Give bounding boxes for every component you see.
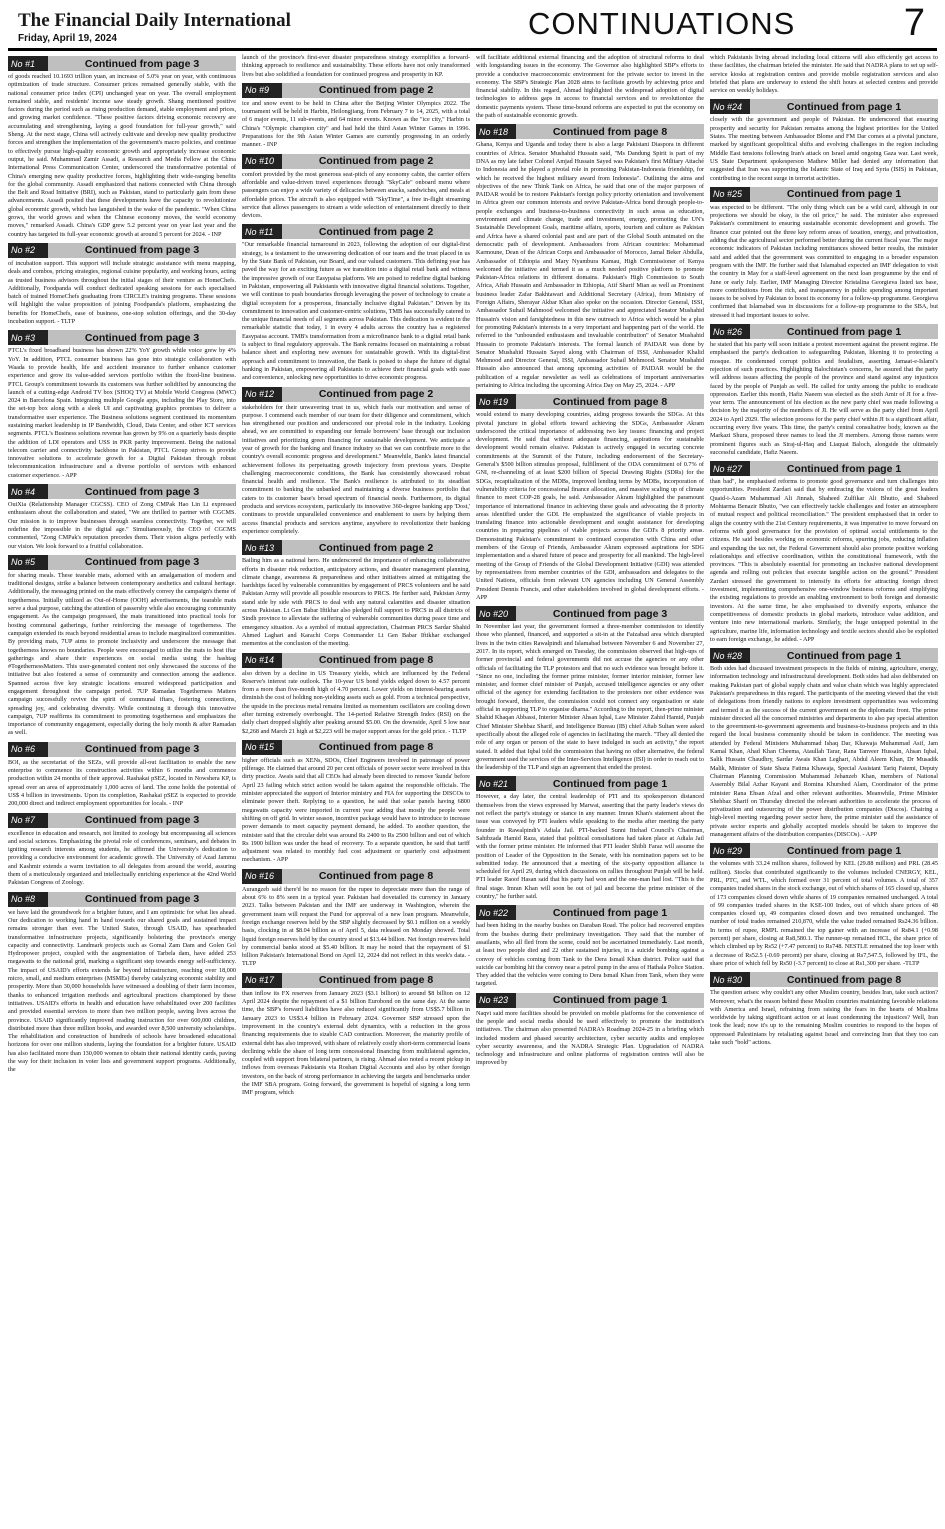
story-number-badge: No #2	[8, 243, 48, 258]
story	[476, 905, 704, 988]
story-number-badge: No #12	[242, 387, 282, 402]
continued-from-label: Continued from page 1	[750, 648, 938, 663]
story-header	[242, 973, 470, 988]
story-body: However, a day later, the central leadership of PTI and its spokesperson distanced themselves from the views expressed by Marwat, asserting that the party leader's views do not reflect the party's strategy or stance in any manner. Imran Khan's statement about the issue was conveyed by PTI leaders while speaking to the media after meeting the party founder in Rawalpindi's Adiala Jail. PTI-backed Sunni Ittehad Council's Chairman, Sahibzada Hamid Raza, stated that political consultations had taken place at Adiala Jail with the former prime minister. He informed that PTI leader Shibli Faraz will assume the position of Leader of the Opposition in the Senate, with his nomination papers set to be submitted today. He announced that a meeting of the six-party opposition alliance is scheduled for April 29, during which discussions on rallies throughout Punjab will be held. PTI leader Raoof Hasan said that his party had won and the one-man had lost. "This is the final stage. Imran Khan will soon be out of jail and become the prime minister of the country," he further said.	[476, 793, 704, 901]
story	[242, 653, 470, 736]
story-body: will facilitate additional external financing and the adoption of structural reforms to deal with longstanding issues in the economy. The Governor also highlighted SBP's efforts to provide a conducive macroeconomic environment for the private sector to invest in the economy. The SBP's Strategic Plan 2028 aims to facilitate growth by achieving price and financial stability. In this regard, Ahmad highlighted the widespread adoption of digital technologies to address gaps in access to financial services and to revolutionize the domestic payments system. These time-bound reforms are expected to put the economy on the path of sustainable economic growth.	[476, 54, 704, 120]
story-number-badge: No #23	[476, 993, 516, 1008]
story-body: Ghana, Kenya and Uganda and today there is also a large Pakistani Diaspora in different countries of Africa. Senator Mushahid Hussain said, "Ms Dandung Spirit is part of my DNA as my late father Colonel Amjad Hussain Sayed was Pakistan's first Military Attaché to Indonesia and he played a pivotal role in promoting Pakistan-Indonesia friendship, for which he received the highest military award from Indonesia". Outlining the aims and objectives of the new Think Tank on Africa, he said that one of the major purposes of PAIDAR would be to restore Pakistan's foreign policy priority orientation and involvement in Africa given our common interests and revive Pakistan-Africa bond through people-to-people exchanges and business-to-business connectivity in such areas as education, environment and climate change, trade and investment, energy, promoting the UN's Sustainable Development Goals, maritime affairs, sports, tourism and culture as Pakistan and Africa have a shared colonial past and are part of the Global South animated on the democratic path of development. Ambassadors from African countries: Mohammad Karmoune, Dean of the African Corps and Ambassador of Morocco, Jamal Beker Abdulla, Ambassador of Ethiopia and Mary Nyambura Kamau, High Commissioner of Kenya welcomed the initiative and termed it as a much needed positive platform to promote Pakistan-Africa relations in different domains. Pakistan's High Commission to South Africa, Aftab Hussain and Ambassador in Ethiopia, Atif Sharif Mian as well as Prominent business leader Zafar Bakhtawari and Additional Secretary (Africa), from Ministry of Foreign Affairs, Sherayar Akbar Khan also spoke on the occasion. Director General, ISSI, Ambassador Suhail Mahmood welcomed the initiative and appreciated Senator Mushahid Hussain's vision and farsightedness in this new outreach to Africa which would be a plus for promoting Pakistan's interests in a very important and happening part of the world. He referred to the "unbounded enthusiasm and invaluable contribution" of Senator Mushahid Hussain to promote Pakistan's interests. The formal launch of PAIDAR was done by Senator Mushahid Hussain Sayed along with Chairman of ISSI, Ambassador Khalid Mehmood and Director General, ISSI, Ambassador Suhail Mehmood. Senator Mushahid Hussain also announced that among upcoming activities of PAIDAR would be the publication of a regular newsletter as well as celebrations of important anniversaries pertaining to Africa including the upcoming Africa Day on May 25, 2024. - APP	[476, 141, 704, 389]
story-body: Both sides had discussed investment prospects in the fields of mining, agriculture, energy, information technology and infrastructural development. Both sides had also deliberated on making Pakistan part of global supply chain and value chain which was highly appreciated Pakistan's preparedness in this regard. The participants of the meeting viewed that the visit of delegations from friendly nations to explore investment opportunities was welcoming and termed it as the success of the current government on the diplomatic front. The prime minister directed all the concerned ministries and departments to also pay special attention to the government-to-government agreements and business-to-business projects and in this regard the local business community should be taken in confidence. The meeting was attended by Federal Ministers Muhammad Ishaq Dar, Khawaja Muhammad Asif, Jam Kamal Khan, Ahad Khan Cheema, Ataullah Tarar, Rana Tanveer Hussain, Ahsan Iqbal, Salik Hussain Chaudhry, Sardar Awais Khan Leghari, Abdul Aleem Khan, Dr Musadik Malik, Minister of State Shaza Fatima Khawaja, Special Assistant Tariq Fatemi, Deputy Chairman Planning Commission Muhammad Jehanzeb Khan, members of National Assembly Bilal Azhar Kayani and Romina Khurshed Alam, Coordinator of the prime minister Rana Ehsan Afzal and other relevant authorities. Meanwhile, Prime Minister Shehbaz Sharif on Thursday directed the relevant authorities to accelerate the process of privatization and outsourcing of the power distribution companies (Discos). Chairing a high-level meeting regarding power sector here, the prime minister said the assistance of private sector experts and globally accepted models should be taken to improve the management affairs of the distribution companies (DISCOs). - APP	[710, 665, 938, 839]
story-body: Bailing him as a national hero. He underscored the importance of enhancing collaborative efforts in disaster risk reduction, anticipatory actions, and disaster management planning, climate change, awareness & preparedness and other initiatives aimed at mitigating the hardships faced by vulnerable communities by engagement of PRCS volunteers and he said Pakistan Army will provide all possible resources to PRCS. He further said, Pakistan Army stand side by side with PRCS to deal with any natural calamities and disaster situation across Pakistan. Lt Gen Babar Iftikhar also pledged full support to PRCS in all districts of Sindh province to alleviate the suffering of vulnerable communities during peace time and emergency situation. As a symbol of mutual appreciation, Chairman PRCS Sardar Shahid Ahmed Laghari and Karachi Corps Commander Lt Gen Babar Iftikhar exchanged mementos at the conclusion of the meeting.	[242, 557, 470, 648]
story-header	[710, 324, 938, 339]
story-body: of goods reached 10.1693 trillion yuan, an increase of 5.0% year on year, with continuous optimization of trade structure. Consumer prices remained generally stable, with the national consumer price index (CPI) unchanged year on year. The overall employment remained stable, and residents' income saw steady growth. Shang mentioned positive factors during the period such as rising production demand, stable employment and prices, and growing market confidence. "These positive factors driving economic recovery are accumulating and strengthening, laying a good foundation for full-year growth," said Sheng. At the next stage, China will actively cultivate and develop new quality productive forces and strengthen the implementation of the government's macro policies, and continue to effectively pursue high-quality economic growth and appropriately increase economic output, he said. Muhammad Zamir Assadi, a Research and Media Fellow at the China International Press Communication Center, underscored the transformative potential of China's emerging new quality productive forces, highlighting their wide-ranging benefits for the global community. Assadi emphasized that nations connected with China through the Belt and Road Initiative (BRI), such as Pakistan, stand to particularly gain from these advancements. Assadi posited that these developments have the capacity to revolutionize global economic growth, which has languished in the wake of the pandemic. "When China grows, the world grows and when the Chinese economy moves, the world economy moves," remarked Assadi. China's GDP grew 5.2 percent year on year last year and the country has targeted its full-year economic growth at around 5 percent for 2024. - INP	[8, 73, 236, 238]
story-header	[242, 224, 470, 239]
story	[8, 742, 236, 809]
continued-from-label: Continued from page 1	[750, 324, 938, 339]
continued-from-label: Continued from page 1	[516, 993, 704, 1008]
story-body: Naqvi said more facilities should be provided on mobile platforms for the convenience of the people and social media should be used effectively to promote the institution's initiatives. The chairman also presented NADRA's Roadmap 2024-25 in a briefing which included modern and phased security architecture, cyber security audits and employee cyber security awareness, and the NADRA Strategic Plan. Upgradation of NADRA technology and infrastructure and online platforms of registration centres will also be improved by	[476, 1009, 704, 1067]
column-2	[242, 54, 470, 1524]
continued-from-label: Continued from page 1	[750, 99, 938, 114]
story-body: also driven by a decline in US Treasury yields, which are influenced by the Federal Reserve's interest rate outlook. The 10-year US bond yields edged down to 4.57 percent from a more than five-month high of 4.70 percent. Lower yields on interest-bearing assets diminish the cost of holding non-yielding assets such as gold. From a technical perspective, the upside in the precious metal remains limited as momentum oscillators are cooling down after turning extremely overbought. The 14-period Relative Strength Index (RSI) on the daily chart dropped slightly after peaking around $5.00. On the downside, April 5 low near $2,268 and March 21 high at $2,223 will be major support areas for the gold price. - TLTP	[242, 669, 470, 735]
story-header	[242, 540, 470, 555]
story-header	[476, 905, 704, 920]
story-body: had been hiding in the nearby bushes on Daraban Road. The police had recovered empties from the bushes during their preliminary investigation. They said that the number of assailants, who all fled from the scene, could not be ascertained immediately. Last month, at least two people died and 22 other sustained injuries, in a suicide bombing against a convoy of vehicles coming from Tank to the Dera Ismail Khan district. Police said that suicide car bombing hit the convoy near a petrol pump in the area of Hathala Police Station. They added that the vehicles were coming to Dera Ismail Khan from Tank, when they were targeted.	[476, 922, 704, 988]
story	[476, 394, 704, 602]
story-header	[242, 154, 470, 169]
story	[8, 892, 236, 1075]
continued-from-label: Continued from page 3	[48, 813, 236, 828]
story-body: than bad", he emphasised reforms to promote good governance and turn challenges into opportunities. President Zardari said that by embracing the visions of the great leaders Quaid-i-Azam Muhammad Ali Jinnah, Shaheed Zulfikar Ali Bhutto, and Shaheed Mohtarma Benazir Bhutto, "we can effectively tackle challenges and foster an atmosphere of mutual respect and political reconciliation." The president emphasised that in order to align the country with the 21st Century requirements, it was imperative to move forward on reforms with good governance for the provision of optimal social entitlements to the citizens. He said besides working on economic reforms, spurring jobs, reducing inflation and expanding the tax net, the Federal Government should also promote positive working relationships and effective coordination, within the constitutional framework, with the provinces. "This is absolutely essential for promoting an inclusive national development agenda and rolling out policies that execute tangible action on the ground." President Zardari stressed the government to intensify its efforts for attracting foreign direct investment, implementing comprehensive one-window business reforms and simplifying the existing regulations to provide an enabling environment to both foreign and domestic investors. At the same time, he also emphasised to diversify exports, enhance the competitiveness of domestic products in global markets, introduce value addition, and venture into new international markets. Similarly, the huge untapped potential in the agriculture, marine life, information technology and textile sectors should also be exploited to earn foreign exchange, he added. - APP	[710, 478, 938, 643]
story-number-badge: No #1	[8, 56, 48, 71]
story-number-badge: No #27	[710, 461, 750, 476]
story-body: closely with the government and people of Pakistan. He underscored that ensuring prosperity and security for Pakistan remains among the highest priorities for the United States. The meeting between Ambassador Blome and FM Dar comes at a pivotal juncture, marked by significant geopolitical shifts and evolving challenges in the region including Middle East tensions following Iran's attack on Israel amid ongoing Gaza war. Last week, US State Department spokesperson Mathew Miller had denied any information that suggested that Iran was supporting the Islamic State of Iraq and Syria (ISIS) in Pakistan, contributing to the recent surge in terrorist activities.	[710, 116, 938, 182]
story-number-badge: No #6	[8, 742, 48, 757]
continued-from-label: Continued from page 8	[282, 653, 470, 668]
continued-from-label: Continued from page 8	[516, 394, 704, 409]
continued-from-label: Continued from page 2	[282, 387, 470, 402]
story	[242, 740, 470, 865]
continued-from-label: Continued from page 8	[282, 869, 470, 884]
story-number-badge: No #29	[710, 843, 750, 858]
story-body: "Our remarkable financial turnaround in 2023, following the adoption of our digital-first strategy, is a testament to the unwavering dedication of our team and the trust placed in us by the State Bank of Pakistan, our Board, and our valued customers. This defining year has paved the way for an exciting future as we transition into a digital retail bank and witness the impressive growth of our Easypaisa platform. We are poised to redefine digital banking in Pakistan, empowering all Pakistanis with innovative digital financial solutions. Together, we will continue to push boundaries through leveraging the power of technology to create a digital ecosystem for a prosperous, financially inclusive digital Pakistan." Driven by its commitment to innovation and customer-centric solutions, TMB has successfully catered to the unique financial needs of all segments across Pakistan. This dedication is evident in the remarkable statistic that today, 1 in every 4 adults across the country has a registered Easypaisa account. TMB's transformation from a microfinance bank to a digital retail bank is subject to final regulatory approvals. The Bank remains focused on maintaining a robust balance sheet and exploring new avenues for sustainable growth. With its digital-first approach and commitment to innovation, the Bank is poised to shape the future of digital banking in Pakistan, empowering all Pakistanis to achieve their financial goals with ease and convenience, unlocking new opportunities to drive economic progress.	[242, 241, 470, 382]
continued-from-label: Continued from page 2	[282, 224, 470, 239]
story-body: PTCL's fixed broadband business has shown 22% YoY growth while voice grew by 4% YoY. In addition, PTCL consumer business has gone into strategic collaboration with Waada to provide health, life and accident insurance to further enhance customer experience and grow its value-added services portfolio within the fixed-line business. PTCL Group's commitment towards its customers was further solidified by announcing the launch of a cutting-edge Android TV box (SHOQ TV) at Mobile World Congress (MWC) 2024 in Barcelona Spain. Integrating multiple Google apps, including the Play Store, into the set-top box along with a sleek UI and captivating graphics promises to deliver a transformative user experience. The Business solutions segment continued its momentum sustaining market leadership in IP Bandwidth, Cloud, Data Center, and other ICT services segments. PTCL's Business solutions revenue has grown by 9% on a quarterly basis despite the addition of LDI operators and USS in PKR parity improvement. Being the national telecom carrier and connectivity backbone in Pakistan, PTCL Group strives to provide innovative solutions to accelerate growth for a Digital Pakistan through robust telecommunication infrastructure and a diverse portfolio of services with enhanced customer experience. - APP	[8, 347, 236, 479]
story-body: comfort provided by the most generous seat-pitch of any economy cabin, the carrier offers affordable and value-driven travel experiences through "SkyCafe" onboard menu where passengers can enjoy a wide variety of delicacies between snacks, sandwiches, and meals at affordable prices. The aircraft is also equipped with "SkyTime", a free in-flight streaming service that allows passengers to stream a wide selection of entertainment directly to their devices.	[242, 170, 470, 220]
story-header	[242, 83, 470, 98]
story-header	[710, 843, 938, 858]
story-number-badge: No #15	[242, 740, 282, 755]
column-4	[710, 54, 938, 1524]
story-header	[242, 653, 470, 668]
story-number-badge: No #13	[242, 540, 282, 555]
story-number-badge: No #16	[242, 869, 282, 884]
continued-from-label: Continued from page 3	[48, 243, 236, 258]
story-header	[710, 99, 938, 114]
story-header	[710, 648, 938, 663]
continued-from-label: Continued from page 8	[282, 740, 470, 755]
story	[710, 187, 938, 320]
column-3	[476, 54, 704, 1524]
story-number-badge: No #8	[8, 892, 48, 907]
story-number-badge: No #11	[242, 224, 282, 239]
issue-date: Friday, April 19, 2024	[18, 33, 117, 44]
story-body: he stated that his party will soon initiate a protest movement against the present regime. He emphasised the party's dedication to safeguarding Pakistan, likening it to protecting a mosque. He condemned corrupt politics and feudalism, asserting Jamaat-e-Islami's rejection of such practices. Highlighting Balochistan's concerns, he assured that the party will address issues affecting the people of the province and stand against any injustices faced by the people of Punjab as well. He called for unity among the public to eradicate oppression. Earlier this month, Hafiz Naeem was elected as the sixth Amir of JI for a five-year term. The announcement of his election as the new party chief was made following a decision by the majority of the members of JI. He will serve as the party chief from April 2024 to April 2029. The selection process for the party chief within JI is a significant affair, occurring every five years. This time, the party's central consultative body, known as the Markazi Shura, proposed three names to lead the JI members. Among those names were prominent figures such as Siraj-ul-Haq and Liaquat Baloch, alongside the ultimately successful candidate, Hafiz Naeem.	[710, 341, 938, 456]
story	[710, 324, 938, 457]
story-number-badge: No #28	[710, 648, 750, 663]
story-number-badge: No #4	[8, 484, 48, 499]
story-header	[476, 606, 704, 621]
story-header	[476, 776, 704, 791]
story	[8, 243, 236, 326]
continued-from-label: Continued from page 1	[750, 461, 938, 476]
story-header	[476, 124, 704, 139]
story-header	[8, 813, 236, 828]
column-1	[8, 54, 236, 1524]
story	[710, 461, 938, 644]
story-number-badge: No #5	[8, 555, 48, 570]
story-body: In November last year, the government formed a three-member commission to identify those who planned, financed, and supported a sit-in at the Faizabad area which disrupted lives in the twin cities Rawalpindi and Islamabad between November 6 and November 27, 2017. In its report, which emerged on Tuesday, the commission observed that high-ups of former provincial and federal governments did not accuse the agencies or any other officials of facilitating the TLP protestors and that no such evidence was brought before it. "Since no one, including the former prime minister, former interior minister, former law minister, and former chief minister of Punjab, accused intelligence agencies or any other official of the agency for extending facilitation to the protesters nor other evidence was brought forward, therefore, the commission could not connect any organisation or state official in supporting TLP to organise dharna." According to the report, then-prime minister Shahid Khaqan Abbassi, Interior Minister Ahsan Iqbal, Law Minister Zahid Hamid, Punjab Chief Minister Shehbaz Sharif, and Intelligence Bureau (IB) chief Aftab Sultan were asked specifically about the alleged role of agencies in facilitating the march. "They all denied the role of any organ or person of the state to have indulged in such an activity," the report stated. It added that Iqbal told the commission that having no other alternative, the federal government used the services of the Inter-Services Intelligence (ISI) in order to reach out to the leadership of the TLP and sign an agreement that ended the protest.	[476, 623, 704, 772]
continued-from-label: Continued from page 3	[48, 555, 236, 570]
story-number-badge: No #25	[710, 187, 750, 202]
story	[476, 993, 704, 1068]
story-header	[242, 869, 470, 884]
continued-from-label: Continued from page 3	[48, 892, 236, 907]
continued-from-label: Continued from page 8	[282, 973, 470, 988]
story	[476, 124, 704, 390]
story-body: launch of the province's first-ever disaster preparedness strategy exemplifies a forward-thinking approach to resilience and sustainability. These efforts have not only transformed lives but also solidified a foundation for continued progress and prosperity in KP.	[242, 54, 470, 78]
story	[476, 606, 704, 772]
story	[710, 54, 938, 95]
story	[8, 330, 236, 480]
story-body: the volumes with 33.24 million shares, followed by KEL (29.88 million) and PRL (28.45 million). Stocks that contributed significantly to the volumes included CNERGY, KEL, PRL, PTC, and WTL, which formed over 31 percent of total volumes. A total of 357 companies traded shares in the stock exchange, out of which shares of 165 closed up, shares of 173 companies closed down while shares of 19 companies remained unchanged. A total of 99 companies traded shares in the KSE-100 Index, out of which share prices of 48 companies closed up, 49 companies closed down and two remained unchanged. The number of total trades remained 210,870, while the value traded remained Rs24.36 billion. In terms of rupee, RMPL remained the top gainer with an increase of Rs84.1 (+0.98 percent) per share, closing at Rs8,580.1. The runner-up remained HCL, the share price of which climbed up by Rs52 (+7.47 percent) to Rs748. NESTLE remained the top loser with a decrease of Rs52.5 (-0.69 percent) per share, closing at Rs7,547.5, followed by IFL, the share price of which fell by Rs50 (-3.7 percent) to close at Rs1,300 per share. -TLTP	[710, 860, 938, 967]
story-number-badge: No #3	[8, 330, 48, 345]
continued-from-label: Continued from page 3	[48, 330, 236, 345]
story-number-badge: No #26	[710, 324, 750, 339]
story	[710, 99, 938, 182]
story-body: was expected to be different. "The only thing which can be a wild card, although in our projections we should be okay, is the oil price," he said. The minister also expressed Pakistan's commitment to ensuring sustainable economic development and growth. The finance czar pointed out the three key reform areas of taxation, energy, and privatization, adding that the agricultural sector performed better during the current fiscal year. The major economic indicators of Pakistan including remittances showed better results, the minister said and added that the government was committed to engaging in a broader expansion program with the IMF. He further said that Islamabad expected an IMF delegation to visit the country in May for a staff-level agreement on the next loan programme by the end of June or early July. Earlier, IMF Managing Director Kristalina Georgieva listed tax base, more contributions from the rich, and transparency in public spending among important issues to be solved by Pakistan to boost its economy for a follow-up programme. Georgieva confirmed that Islamabad was in discussions for a follow-up programme to the SBA, but stressed it had important issues to solve.	[710, 203, 938, 319]
story	[8, 555, 236, 738]
story-number-badge: No #22	[476, 905, 516, 920]
story-header	[476, 394, 704, 409]
story-body: of incubation support. This support will include strategic assistance with menu mapping, deals and combos, pricing strategies, regional cuisine popularity, and working hours, acting as trusted business advisors throughout the initial stages of their venture as HomeChefs. Additionally, Foodpanda will conduct dedicated speaking sessions for each specialised batch of trained HomeChefs graduating from CIRCLE's training programs. These sessions will highlight the value proposition of joining Foodpanda's platform, emphasizing the benefits for HomeChefs, ease of business, one-stop solution offerings, and the 30-day incubation support. - TLTP	[8, 259, 236, 326]
story-header	[8, 742, 236, 757]
story-number-badge: No #9	[242, 83, 282, 98]
story-header	[710, 461, 938, 476]
story	[710, 648, 938, 839]
story-body: which Pakistanis living abroad including local citizens will also efficiently get access to these facilities, the chairman briefed the minister. He said that NADRA plans to set up self-service kiosks at registration centres and provide mobile registration services and also briefed that plans are underway to extend the shift hours at selected centres and provide service on weekly holidays.	[710, 54, 938, 95]
continued-from-label: Continued from page 1	[516, 905, 704, 920]
story-number-badge: No #21	[476, 776, 516, 791]
story-header	[8, 56, 236, 71]
story-body: Aurangzeb said there'd be no reason for the rupee to depreciate more than the range of about 6% to 8% seen in a typical year. Pakistan had dovetailed its currency in January 2023. Talks between Pakistan and the IMF are underway in Washington, wherein the government team will request the Fund for approval of a new loan program. Meanwhile, foreign exchange reserves held by the SBP slightly decreased by $0.1 million on a weekly basis, clocking in at $8.04 billion as of April 5, data released on Monday showed. Total liquid foreign reserves held by the country stood at $13.44 billion. Net foreign reserves held by commercial banks stood at $5.40 billion. It may be noted that the repayment of $1 billion Pakistan's International Bond on April 12, 2024 did not reflect in this week's data. - TLTP	[242, 885, 470, 968]
story-number-badge: No #20	[476, 606, 516, 621]
story-header	[8, 892, 236, 907]
story	[8, 56, 236, 239]
story-body: BOI, as the secretariat of the SEZs, will provide all-out facilitation to enable the new enterprise to commence its construction activities within 6 months and commence production within 24 months of their approval. Rashakai pSEZ, located in Nowshera KP, is spread over an area of approximately 1,000 acres of land. The zone holds the potential of US$ 4 billion in investments. Upon its completion, Rashakai pSEZ is expected to provide 200,000 direct and indirect employment opportunities for locals. - INP	[8, 758, 236, 808]
continued-from-label: Continued from page 1	[750, 187, 938, 202]
page-number: 7	[903, 2, 925, 44]
continued-from-label: Continued from page 2	[282, 154, 470, 169]
story-header	[710, 187, 938, 202]
newspaper-title: The Financial Daily International	[18, 10, 291, 31]
story-body: The question arises: why couldn't any other Muslim country, besides Iran, take such action? Moreover, what's the reason behind these Muslim countries maintaining favorable relations with America and Israel, refraining from raising the fears in the hearts of Muslims worldwide by taking significant action or at least condemning the injustices? Well, Iran took the lead; now it's up to the remaining Muslim countries to respond to the hopes of oppressed Palestinians by retaliating against Israel and convincing Iran that they too can take such "bold" actions.	[710, 989, 938, 1046]
story-number-badge: No #18	[476, 124, 516, 139]
story	[242, 54, 470, 79]
continued-from-label: Continued from page 3	[516, 606, 704, 621]
story	[710, 972, 938, 1047]
story-number-badge: No #19	[476, 394, 516, 409]
continued-from-label: Continued from page 3	[48, 56, 236, 71]
continued-from-label: Continued from page 2	[282, 83, 470, 98]
continued-from-label: Continued from page 1	[516, 776, 704, 791]
story-body: stakeholders for their unwavering trust in us, which fuels our motivation and sense of purpose. I commend each member of our team for their diligence and commitment, which has strengthened our position and underscored our pivotal role in the industry. Looking ahead, we are committed to expanding our female borrowers' base through our inclusion initiatives and prioritizing green financing for sustainable development. We anticipate a year of growth for the banking and finance industry so that we can contribute more to the country's overall economic progress and development." Meanwhile, Bank's latest financial achievement follows its perpetuating growth trajectory from previous years. Despite challenging macroeconomic conditions, the Bank has consistently showcased robust financial health and resilience. The Bank's resilience is attributed to its steadfast commitment to banking the unbanked and maintaining a diverse business portfolio that caters to its customer base's broad spectrum of financial needs. Furthermore, its digital products and services ecosystem, particularly its innovative 360-degree banking app 'Dost,' continues to provide unparalleled convenience and enablement to users by helping them access financial products and services anytime, anywhere to revolutionize their banking experience completely.	[242, 403, 470, 535]
story-header	[242, 740, 470, 755]
story	[710, 843, 938, 968]
story-number-badge: No #7	[8, 813, 48, 828]
story-header	[710, 972, 938, 987]
story-body: OuiXia (Relationship Manager CGCSS). CEO of Zong CMPak Hao Lin Li expressed enthusiasm about the collaboration and stated, "We are thrilled to partner with CGCMS. Our mission is to improve businesses through seamless connectivity. Together, we will redefine the impossible in the digital age." Simultaneously, the CEO of CGCMS commented, "Zong CMPak's reputation precedes them. Their vision aligns perfectly with our vision. We look forward to a fruitful collaboration.	[8, 501, 236, 550]
story-body: than inflow its FX reserves from January 2023 ($3.1 billion) to around $8 billion on 12 April 2024 despite the repayment of a $1 billion Eurobond on the same day. At the same time, the SBP's forward liabilities have also reduced significantly from US$5.7 billion in January 2023 to US$3.4 billion in February 2024. Governor SBP stressed upon the improvement in the country's external debt dynamics, with a reduction in the gross financing requirements due to sizable CAD contraction. Moreover, the maturity profile of external debt has also improved, with share of relatively costly short-term commercial loans declining while the share of long term concessional financing from multilateral agencies, coupled with support from bilateral partners, is rising. Ahmad also noted a recent pickup in inflows from overseas Pakistanis via Roshan Digital Accounts and also by other foreign investors, on the back of strong performance in achieving the targets and benchmarks under the IMF SBA program. Going forward, the government is hopeful of signing a long term IMF program, which	[242, 989, 470, 1097]
story	[242, 540, 470, 648]
story-body: we have laid the groundwork for a brighter future, and I am optimistic for what lies ahead. Our dedication to working hand in hand towards our shared goals and sustained impact remains stronger than ever. The United States, through USAID, has spearheaded transformative infrastructure projects, significantly bolstering the province's energy capacity and connectivity. Landmark projects such as Gomal Zam Dam and Golen Gol Hydropower project, coupled with the augmentation of Tarbela dam, have added 253 megawatts to the national grid, marking a significant step towards energy self-sufficiency. The impact of USAID's efforts extends far beyond infrastructure, reaching over 18,000 micro, small, and medium enterprises (MSMEs) thereby catalyzing economic stability and prosperity. More than 30,000 households have witnessed a doubling of their farm incomes, thanks to enhanced irrigation methods and agricultural practices championed by these initiatives. USAID's efforts in health and education have rehabilitated over 200 facilities and provided essential services to more than two million people, saving lives across the province. USAID significantly improved reading instruction for over 600,000 children, distributed more than three million books, and awarded over 8,500 university scholarships. The rehabilitation and construction of hundreds of schools have broadened educational horizons for over one million students, laying the foundation for a brighter future. USAID has also facilitated more than 130,000 women to obtain their national identity cards, paving the way for their inclusion in voter lists and government support programs. Additionally, the	[8, 908, 236, 1074]
story	[476, 54, 704, 120]
story	[242, 973, 470, 1098]
story-number-badge: No #17	[242, 973, 282, 988]
story	[476, 776, 704, 901]
story-body: ice and snow event to be held in China after the Beijing Winter Olympics 2022. The tournament will be held in Harbin, Heilongjiang, from February 7 to 14, 2025, with a total of 6 major events, 11 sub-events, and 64 minor events. Known as the "ice city," Harbin is China's "Olympic champion city" and had held the third Asian Winter Games in 1996. Preparations for the 9th Asian Winter Games are currently progressing in an orderly manner. - INP	[242, 99, 470, 149]
story	[242, 83, 470, 150]
continued-from-label: Continued from page 2	[282, 540, 470, 555]
story	[242, 224, 470, 382]
continued-from-label: Continued from page 1	[750, 843, 938, 858]
story-number-badge: No #14	[242, 653, 282, 668]
story	[242, 154, 470, 221]
story-body: higher officials such as XENs, SDOs, Chief Engineers involved in patronage of power pilferage. He claimed that around 20 per cent officials of power sector were involved in this dirty practice. Awais said that all CEOs had already been directed to remove 'kunda' before April 23 failing which strict action would be taken against the responsible officials. The minister appreciated the support of Interior ministry and FIA for supporting the DISCOs to eliminate power theft. Replying to a question, he said that solar panels having 6800 megawatts capacity were imported in current year adding that mostly the people were shifting on off grid. In winter season, incentive package would have to introduce to increase power demands to meet capacity payment demand, he added. To another question, the minister said that the circular debt was around Rs 2400 to Rs 2500 billion and out of which Rs 1900 billion was under the head of recovery. To a separate question, he said that tariff adjustment was related to monthly fuel cost adjustment or quarterly cost adjustment mechanism. - APP	[242, 756, 470, 864]
story-body: would extend to many developing countries, aiding progress towards the SDGs. At this pivotal juncture in global efforts toward achieving the SDGs, Ambassador Akram underscored the critical importance of addressing two key issues: financing and project development. He said that without adequate financing, aspirations for sustainable development would remain elusive. Pakistan is actively engaged in securing concrete commitments at the Summit of the Future, including endorsement of the Secretary-General's $500 billion stimulus proposal, fulfillment of the ODA commitment of 0.7% of GNI, re-channeling of at least $200 billion of Special Drawing Rights (SDRs) for the SDGs, recapitalization of the MDBs, improved lending terms by MDBs, incorporation of vulnerability criteria for concessional finance allocation, and massive scaling up of climate finance to meet COP-28 goals, he said. Ambassador Akram highlighted the paramount importance of international finance in achieving these goals and advocating the 8 priority areas identified under the GDI. He emphasized the significance of viable projects in translating finance into actionable development and sought assistance for developing countries in preparing pipelines of viable projects across the GDI's 8 priority areas. Demonstrating Pakistan's commitment to continued cooperation with China and other members of the Group of Friends, Ambassador Akram expressed aspirations for SDG implementation and a shared future of peace and prosperity for all mankind. The high-level meeting of the Group of Friends of the Global Development Initiative (GDI) was attended by representatives from member countries of the GDI, ambassadors and delegates to the United Nations, officials from relevant UN agencies including UN General Assembly President Dennis Francis, and other stakeholders involved in global development efforts. - APP	[476, 411, 704, 601]
story-body: excellence in education and research, not limited to zoology but encompassing all sciences and social sciences. Emphasizing the pivotal role of conferences, seminars, and debates in igniting research interests among students, he affirmed the University's dedication to providing a conducive environment for academic growth. The University of Azad Jammu and Kashmir extends a warm invitation to all delegates from around the world, assuring them of a meticulously organized and intellectually enriching experience at the 42nd World Pakistan Congress of Zoology.	[8, 829, 236, 887]
story-header	[8, 555, 236, 570]
story-number-badge: No #30	[710, 972, 750, 987]
masthead-rule	[8, 48, 937, 51]
continued-from-label: Continued from page 3	[48, 742, 236, 757]
story	[8, 813, 236, 888]
story	[242, 869, 470, 969]
continued-from-label: Continued from page 8	[750, 972, 938, 987]
story-header	[242, 387, 470, 402]
continued-from-label: Continued from page 3	[48, 484, 236, 499]
story	[242, 387, 470, 537]
masthead	[8, 4, 937, 48]
section-title: CONTINUATIONS	[528, 6, 796, 41]
story-header	[476, 993, 704, 1008]
story-number-badge: No #24	[710, 99, 750, 114]
continued-from-label: Continued from page 8	[516, 124, 704, 139]
story-body: for sharing meals. These tearable mats, adorned with an amalgamation of modern and traditional designs, strike a balance between contemporary aesthetics and cultural heritage. Additionally, the messaging printed on the mats effectively convey the campaign's theme of togetherness. Initially utilized as Out-of-Home (OOH) advertisements, the tearable mats serve a dual purpose, catching the attention of passersby while also encouraging community engagement. As the campaign progressed, the mats transitioned into practical tools for hosting communal gatherings, further reinforcing the message of togetherness. The campaign extended its reach beyond residential areas to include marginalized communities. By providing mats, 7UP aims to promote inclusivity and underscore the message that togetherness knows no boundaries. People were encouraged to utilize the mats to host iftar gatherings and share their experiences on social media using the hashtag #TogethernessMatters. This user-generated content not only showcased the success of the initiative but also fostered a sense of community and connection among the audience. Spanned across five key strategic locations ensured widespread participation and engagement throughout the campaign period. 7UP Ramadan Togetherness Matters campaign successfully revive the spirit of communal iftars, fostering connections, spreading joy, and celebrating diversity. While continuing it through this innovative campaign, 7UP reaffirms its commitment to promoting togetherness and emphasizes the importance of community engagement, especially during the holy month & after Ramadan as well.	[8, 571, 236, 737]
story	[8, 484, 236, 551]
story-header	[8, 243, 236, 258]
story-header	[8, 484, 236, 499]
story-number-badge: No #10	[242, 154, 282, 169]
story-header	[8, 330, 236, 345]
